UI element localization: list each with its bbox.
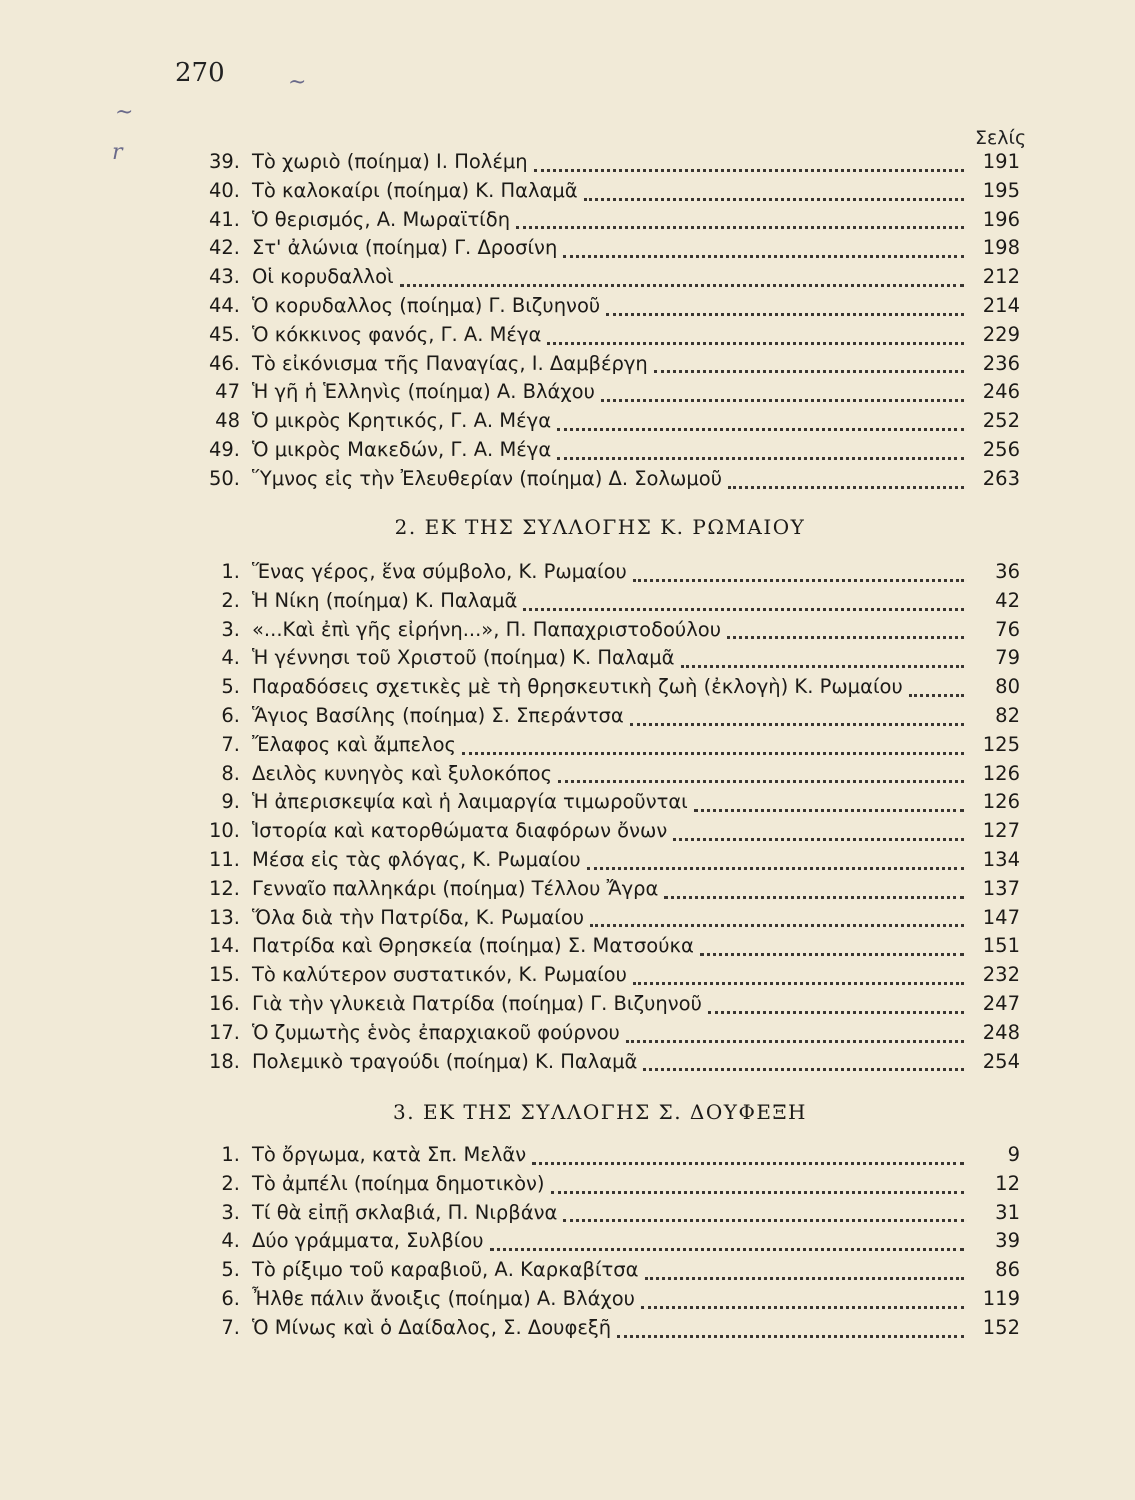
toc-entry-title: Γενναῖο παλληκάρι (ποίημα) Τέλλου Ἄγρα (252, 876, 659, 900)
toc-entry (180, 467, 1020, 496)
toc-entry (180, 236, 1020, 265)
toc-entry-page: 9 (1007, 1143, 1020, 1166)
toc-entry (180, 1021, 1020, 1050)
toc-entry-title: Τὸ καλύτερον συστατικόν, Κ. Ρωμαίου (252, 963, 627, 987)
toc-entry (180, 819, 1020, 848)
column-header-page: Σελίς (975, 127, 1027, 149)
toc-entry-page: 126 (982, 761, 1020, 785)
section-heading-2: 2. ΕΚ ΤΗΣ ΣΥΛΛΟΓΗΣ Κ. ΡΩΜΑΙΟΥ (394, 515, 806, 539)
toc-entry-number: 45. (208, 322, 240, 346)
dot-leader (645, 1277, 964, 1280)
dot-leader (534, 169, 964, 172)
toc-entry-page: 31 (995, 1200, 1020, 1224)
toc-entry (180, 438, 1020, 467)
toc-entry-page: 39 (995, 1229, 1020, 1253)
toc-entry-title: Ὁ Μίνως καὶ ὁ Δαίδαλος, Σ. Δουφεξῆ (252, 1315, 612, 1339)
toc-entry-title: Ἅγιος Βασίλης (ποίημα) Σ. Σπεράντσα (252, 703, 624, 727)
toc-entry-number: 48 (215, 409, 240, 433)
toc-section-2 (180, 560, 1020, 1078)
toc-entry-page: 80 (995, 675, 1020, 699)
toc-entry-page: 152 (982, 1315, 1020, 1339)
toc-entry (180, 589, 1020, 618)
toc-entry-page: 256 (982, 437, 1020, 461)
toc-entry-number: 15. (208, 963, 240, 987)
toc-entry-title: Παραδόσεις σχετικὲς μὲ τὴ θρησκευτικὴ ζωὴ (ἐκλογὴ) Κ. Ρωμαίου (252, 675, 903, 699)
dot-leader (626, 1040, 964, 1043)
dot-leader (558, 780, 964, 783)
toc-entry-number: 5. (221, 675, 240, 699)
toc-entry-number: 12. (208, 876, 240, 900)
toc-entry-number: 3. (221, 1200, 240, 1224)
toc-entry (180, 1172, 1020, 1201)
toc-entry-page: 119 (982, 1286, 1020, 1310)
toc-entry-title: Ἡ γῆ ἡ Ἑλληνὶς (ποίημα) Α. Βλάχου (252, 380, 595, 404)
toc-entry (180, 1229, 1020, 1258)
section-heading-3: 3. ΕΚ ΤΗΣ ΣΥΛΛΟΓΗΣ Σ. ΔΟΥΦΕΞΗ (393, 1100, 807, 1124)
dot-leader (400, 284, 964, 287)
toc-entry-number: 17. (208, 1020, 240, 1044)
toc-entry-title: Ἡ γέννησι τοῦ Χριστοῦ (ποίημα) Κ. Παλαμᾶ (252, 646, 675, 670)
dot-leader (909, 694, 964, 697)
toc-entry-page: 195 (982, 178, 1020, 202)
toc-entry-number: 2. (221, 588, 240, 612)
toc-entry-page: 236 (982, 351, 1020, 375)
toc-entry-page: 42 (995, 588, 1020, 612)
toc-entry-number: 1. (221, 1143, 240, 1166)
toc-entry-number: 46. (208, 351, 240, 375)
toc-entry-number: 40. (208, 178, 240, 202)
toc-entry-title: Δειλὸς κυνηγὸς καὶ ξυλοκόπος (252, 761, 553, 785)
toc-entry-page: 86 (995, 1258, 1020, 1282)
toc-entry (180, 848, 1020, 877)
toc-entry-title: «...Καὶ ἐπὶ γῆς εἰρήνη...», Π. Παπαχριστοδούλου (252, 617, 721, 641)
toc-entry-number: 1. (221, 560, 240, 583)
toc-entry (180, 380, 1020, 409)
toc-entry-number: 4. (221, 646, 240, 670)
toc-entry-page: 147 (982, 905, 1020, 929)
toc-entry-page: 248 (982, 1020, 1020, 1044)
toc-entry-number: 42. (208, 236, 240, 260)
toc-entry-number: 14. (208, 934, 240, 958)
toc-entry-page: 214 (982, 293, 1020, 317)
dot-leader (641, 1306, 964, 1309)
toc-entry-number: 6. (221, 1286, 240, 1310)
toc-entry-number: 7. (221, 1315, 240, 1339)
dot-leader (727, 636, 964, 639)
dot-leader (590, 924, 964, 927)
toc-entry (180, 179, 1020, 208)
toc-entry (180, 762, 1020, 791)
toc-entry-number: 6. (221, 703, 240, 727)
toc-entry-number: 3. (221, 617, 240, 641)
toc-entry-title: Τὸ χωριὸ (ποίημα) Ι. Πολέμη (252, 150, 528, 173)
toc-entry-title: Πατρίδα καὶ Θρησκεία (ποίημα) Σ. Ματσούκα (252, 934, 694, 958)
toc-entry (180, 877, 1020, 906)
toc-entry-page: 212 (982, 265, 1020, 289)
toc-entry (180, 150, 1020, 179)
dot-leader (633, 579, 964, 582)
toc-entry (180, 323, 1020, 352)
toc-entry-page: 252 (982, 409, 1020, 433)
toc-entry-title: Ἕνας γέρος, ἕνα σύμβολο, Κ. Ρωμαίου (252, 560, 627, 583)
toc-entry-page: 36 (995, 560, 1020, 583)
toc-entry (180, 1258, 1020, 1287)
dot-leader (630, 723, 964, 726)
dot-leader (587, 867, 964, 870)
toc-entry-number: 8. (221, 761, 240, 785)
toc-entry-page: 76 (995, 617, 1020, 641)
toc-section-1 (180, 150, 1020, 496)
toc-entry-page: 127 (982, 819, 1020, 843)
toc-entry (180, 675, 1020, 704)
toc-entry-number: 16. (208, 991, 240, 1015)
dot-leader (673, 838, 964, 841)
toc-entry-title: Ὅλα διὰ τὴν Πατρίδα, Κ. Ρωμαίου (252, 905, 585, 929)
toc-entry (180, 906, 1020, 935)
toc-entry (180, 294, 1020, 323)
toc-entry-title: Τὸ ρίξιμο τοῦ καραβιοῦ, Α. Καρκαβίτσα (252, 1258, 639, 1282)
toc-entry-title: Οἱ κορυδαλλοὶ (252, 265, 394, 289)
toc-entry-page: 229 (982, 322, 1020, 346)
toc-entry-page: 198 (982, 236, 1020, 260)
toc-entry (180, 1050, 1020, 1079)
toc-entry-number: 2. (221, 1171, 240, 1195)
toc-entry (180, 352, 1020, 381)
toc-entry-page: 254 (982, 1049, 1020, 1073)
toc-entry-page: 134 (982, 847, 1020, 871)
toc-entry-number: 44. (208, 293, 240, 317)
toc-entry (180, 963, 1020, 992)
dot-leader (694, 809, 964, 812)
toc-entry-title: Ἱστορία καὶ κατορθώματα διαφόρων ὄνων (252, 819, 668, 843)
toc-entry-title: Δύο γράμματα, Συλβίου (252, 1229, 484, 1253)
dot-leader (664, 896, 964, 899)
toc-entry-title: Γιὰ τὴν γλυκειὰ Πατρίδα (ποίημα) Γ. Βιζυηνοῦ (252, 991, 702, 1015)
toc-entry (180, 618, 1020, 647)
toc-entry-page: 125 (982, 732, 1020, 756)
toc-entry-page: 196 (982, 207, 1020, 231)
toc-entry-title: Ὁ θερισμός, Α. Μωραϊτίδη (252, 207, 511, 231)
toc-entry-title: Στ' ἀλώνια (ποίημα) Γ. Δροσίνη (252, 236, 558, 260)
toc-entry-number: 11. (208, 847, 240, 871)
toc-entry-page: 191 (982, 150, 1020, 173)
toc-entry-number: 43. (208, 265, 240, 289)
toc-entry (180, 1143, 1020, 1172)
toc-entry-number: 18. (208, 1049, 240, 1073)
toc-entry-title: Ἔλαφος καὶ ἄμπελος (252, 732, 456, 756)
toc-entry-page: 126 (982, 790, 1020, 814)
dot-leader (557, 457, 964, 460)
toc-entry-page: 151 (982, 934, 1020, 958)
toc-entry-page: 232 (982, 963, 1020, 987)
toc-entry-number: 41. (208, 207, 240, 231)
toc-entry (180, 1201, 1020, 1230)
toc-entry (180, 1316, 1020, 1345)
toc-entry-title: Πολεμικὸ τραγούδι (ποίημα) Κ. Παλαμᾶ (252, 1049, 638, 1073)
toc-entry (180, 733, 1020, 762)
dot-leader (462, 752, 964, 755)
toc-entry-number: 9. (221, 790, 240, 814)
toc-entry (180, 992, 1020, 1021)
toc-entry (180, 560, 1020, 589)
toc-entry-page: 246 (982, 380, 1020, 404)
dot-leader (617, 1335, 964, 1338)
toc-entry (180, 265, 1020, 294)
toc-entry-title: Μέσα εἰς τὰς φλόγας, Κ. Ρωμαίου (252, 847, 581, 871)
dot-leader (700, 953, 964, 956)
toc-entry-title: Ἡ Νίκη (ποίημα) Κ. Παλαμᾶ (252, 588, 518, 612)
toc-entry-title: Ὁ μικρὸς Κρητικός, Γ. Α. Μέγα (252, 409, 552, 433)
pencil-mark: ~ (288, 70, 307, 95)
dot-leader (633, 982, 964, 985)
toc-entry-number: 39. (208, 150, 240, 173)
toc-entry-title: Τὸ ἀμπέλι (ποίημα δημοτικὸν) (252, 1171, 545, 1195)
toc-entry-title: Ὁ μικρὸς Μακεδών, Γ. Α. Μέγα (252, 437, 552, 461)
dot-leader (516, 226, 964, 229)
dot-leader (490, 1248, 964, 1251)
toc-entry-title: Ὁ κόκκινος φανός, Γ. Α. Μέγα (252, 322, 542, 346)
toc-entry (180, 1287, 1020, 1316)
page-number: 270 (175, 58, 225, 88)
dot-leader (563, 1219, 964, 1222)
toc-entry (180, 208, 1020, 237)
toc-entry (180, 646, 1020, 675)
dot-leader (643, 1068, 964, 1071)
toc-entry-page: 79 (995, 646, 1020, 670)
toc-entry-page: 12 (995, 1171, 1020, 1195)
toc-entry (180, 934, 1020, 963)
toc-entry-number: 47 (215, 380, 240, 404)
toc-entry-number: 5. (221, 1258, 240, 1282)
toc-entry-page: 263 (982, 466, 1020, 490)
toc-entry-page: 82 (995, 703, 1020, 727)
toc-entry-title: Ὁ κορυδαλλος (ποίημα) Γ. Βιζυηνοῦ (252, 293, 601, 317)
dot-leader (728, 486, 964, 489)
toc-entry-title: Ὕμνος εἰς τὴν Ἐλευθερίαν (ποίημα) Δ. Σολωμοῦ (252, 466, 722, 490)
toc-entry-number: 4. (221, 1229, 240, 1253)
pencil-mark: r (112, 140, 123, 165)
toc-entry-number: 49. (208, 437, 240, 461)
toc-entry (180, 790, 1020, 819)
toc-section-3 (180, 1143, 1020, 1345)
pencil-mark: ~ (115, 100, 134, 125)
toc-entry-number: 7. (221, 732, 240, 756)
toc-entry-title: Τὸ καλοκαίρι (ποίημα) Κ. Παλαμᾶ (252, 178, 578, 202)
toc-entry (180, 409, 1020, 438)
toc-entry-title: Ἦλθε πάλιν ἄνοιξις (ποίημα) Α. Βλάχου (252, 1286, 635, 1310)
toc-entry-title: Τί θὰ εἰπῇ σκλαβιά, Π. Νιρβάνα (252, 1200, 558, 1224)
dot-leader (523, 608, 964, 611)
dot-leader (584, 198, 964, 201)
dot-leader (606, 313, 964, 316)
dot-leader (681, 665, 964, 668)
dot-leader (532, 1162, 964, 1165)
toc-entry-number: 50. (208, 466, 240, 490)
toc-entry-title: Τὸ ὄργωμα, κατὰ Σπ. Μελᾶν (252, 1143, 527, 1166)
toc-entry-number: 10. (208, 819, 240, 843)
toc-entry-title: Ὁ ζυμωτὴς ἑνὸς ἐπαρχιακοῦ φούρνου (252, 1020, 620, 1044)
toc-entry-title: Ἡ ἀπερισκεψία καὶ ἡ λαιμαργία τιμωροῦνται (252, 790, 688, 814)
toc-entry-page: 247 (982, 991, 1020, 1015)
toc-entry-page: 137 (982, 876, 1020, 900)
dot-leader (708, 1011, 964, 1014)
dot-leader (551, 1191, 965, 1194)
dot-leader (557, 428, 964, 431)
dot-leader (563, 255, 964, 258)
dot-leader (654, 370, 964, 373)
toc-entry (180, 704, 1020, 733)
dot-leader (547, 342, 964, 345)
toc-entry-number: 13. (208, 905, 240, 929)
dot-leader (601, 399, 964, 402)
toc-entry-title: Τὸ εἰκόνισμα τῆς Παναγίας, Ι. Δαμβέργη (252, 351, 648, 375)
